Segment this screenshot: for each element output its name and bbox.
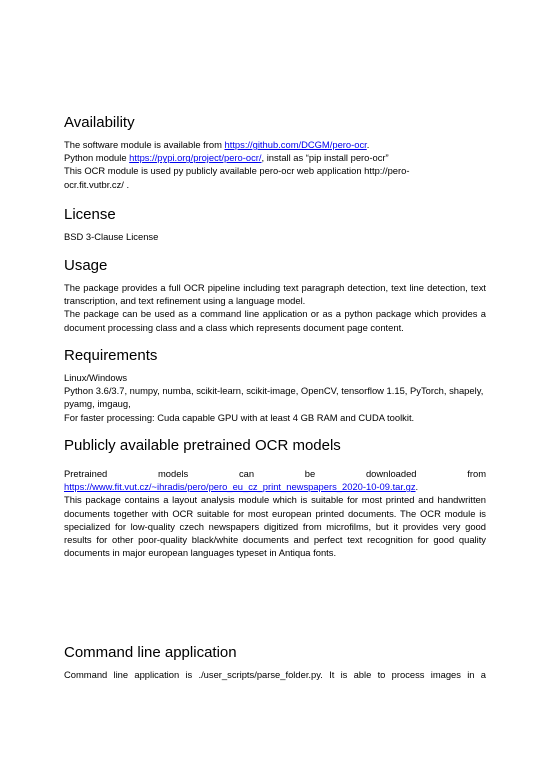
- models-heading: Publicly available pretrained OCR models: [64, 437, 341, 454]
- models-download-link[interactable]: https://www.fit.vut.cz/~ihradis/pero/pero_eu_cz_print_newspapers_2020-10-09.tar.gz: [64, 481, 416, 493]
- requirements-section: [64, 347, 486, 424]
- models-link-suffix: .: [415, 481, 419, 493]
- requirements-line-3: For faster processing: Cuda capable GPU with at least 4 GB RAM and CUDA toolkit.: [64, 411, 415, 423]
- availability-line-2: [64, 151, 486, 164]
- cli-section: [64, 644, 486, 681]
- availability-text: , install as “pip install pero-ocr”: [261, 152, 389, 164]
- availability-text: The software module is available from: [64, 139, 225, 150]
- github-link[interactable]: https://github.com/DCGM/pero-ocr: [224, 139, 367, 150]
- usage-paragraph-1: The package provides a full OCR pipeline including text paragraph detection, text line detection, text transcription, and text refinement using a language model.: [64, 282, 486, 307]
- requirements-line-2: Python 3.6/3.7, numpy, numba, scikit-learn, scikit-image, OpenCV, tensorflow 1.15, PyTorch, shapely, pyamg, imgaug,: [64, 385, 484, 410]
- pypi-link[interactable]: https://pypi.org/project/pero-ocr/: [129, 152, 262, 164]
- availability-line-4: ocr.fit.vutbr.cz/ .: [64, 178, 130, 190]
- availability-text: Python module: [64, 152, 130, 164]
- models-section: [64, 437, 486, 559]
- usage-section: [64, 257, 486, 334]
- usage-paragraph-2: The package can be used as a command line application or as a python package which provides a document processing class and a class which represents document page content.: [64, 308, 486, 333]
- availability-line-3: This OCR module is used py publicly available pero-ocr web application http://pero-: [64, 165, 410, 177]
- license-section: [64, 206, 486, 243]
- models-link-line: [64, 480, 486, 493]
- cli-heading: Command line application: [64, 644, 237, 661]
- requirements-heading: Requirements: [64, 347, 158, 364]
- license-heading: License: [64, 206, 116, 223]
- usage-heading: Usage: [64, 257, 108, 274]
- availability-line-1: [64, 138, 486, 151]
- models-body: This package contains a layout analysis module which is suitable for most printed and handwritten documents together with OCR suitable for most european printed documents. The OCR module is specialized for low-quality czech newspapers digitized from microfilms, but it provides very good results for other poor-quality black/white documents and perfect text recognition for good quality documents in major european languages typeset in Antiqua fonts.: [64, 494, 486, 559]
- models-intro: Pretrained models can be downloaded from: [64, 468, 486, 479]
- availability-text: .: [366, 139, 370, 150]
- availability-heading: Availability: [64, 114, 135, 131]
- availability-section: [64, 114, 486, 191]
- requirements-line-1: Linux/Windows: [64, 372, 128, 383]
- license-text: BSD 3-Clause License: [64, 231, 159, 242]
- cli-text: Command line application is ./user_scripts/parse_folder.py. It is able to process images in a: [64, 669, 486, 680]
